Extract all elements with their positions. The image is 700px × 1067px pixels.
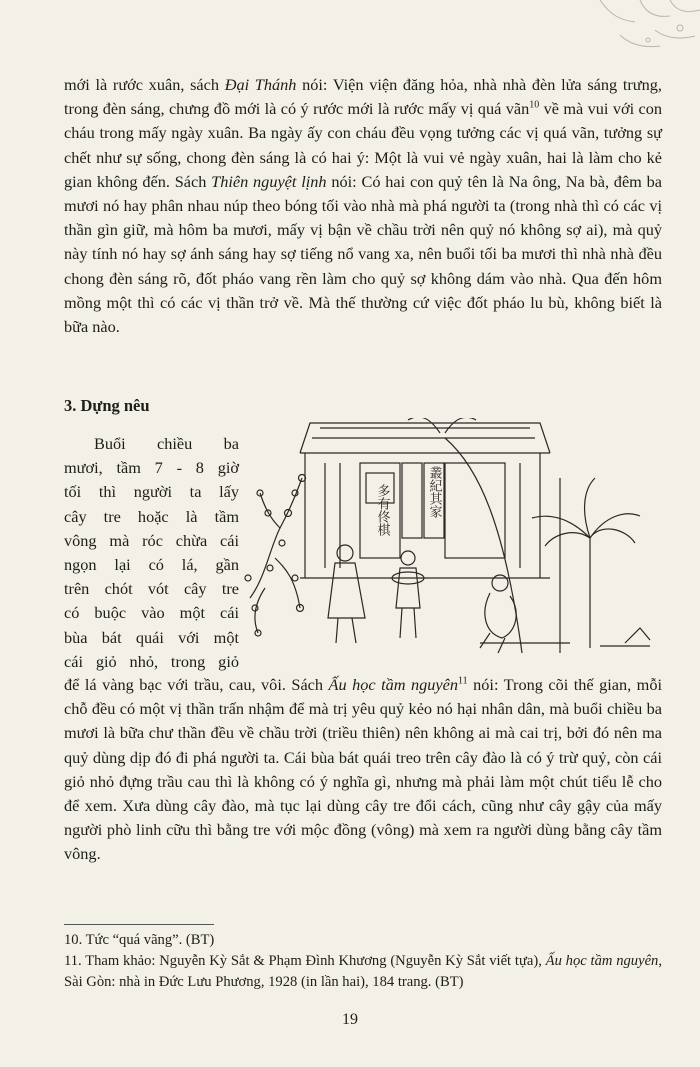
paragraph-2: để lá vàng bạc với trầu, cau, vôi. Sách Ấu học tầm nguyên$^{11}$ nói: Trong cõi thế gian, mỗi chỗ đều có một vị thần trấn nhậm để mà trị yêu quỷ kẻo nó hại nhân dân, mà buổi chiều ba mươi là bữa chư thần đều về chầu trời (triều thiên) nên không ai mà cai trị, bởi đó nên ma quỷ dùng dịp đó đi phá người ta. Cái bùa bát quái treo trên cây đào là có ý trừ quỷ, còn cái giỏ nhỏ đựng trầu cau thì là không có ý nghĩa gì, nhưng mà phải làm một chút tiểu lễ cho để xem. Xưa dùng cây đào, mà tục lại dùng cây tre đổi cách, cũng như cây gậy của mấy người phò linh cữu thì bằng tre với mộc đồng (vông) mà xem ra người dùng bằng cây tầm vông. — [64, 675, 662, 864]
text-line: cái giỏ nhỏ, trong giỏ — [64, 651, 239, 671]
section-heading: 3. Dựng nêu — [64, 396, 150, 415]
text-line: ngọn lại có lá, gần — [64, 555, 239, 575]
footnote-divider — [64, 924, 214, 925]
calligraphy-left: 多有佟棋 — [374, 484, 390, 536]
book-title: Đại Thánh — [224, 75, 297, 94]
people — [328, 545, 516, 653]
palm-tree — [532, 478, 640, 653]
footnote-11: 11. Tham khảo: Nguyễn Kỳ Sắt & Phạm Đình Khương (Nguyễn Kỳ Sắt viết tựa), Ấu học tầm nguyên, Sài Gòn: nhà in Đức Lưu Phương, 1928 (in lần hai), 184 trang. (BT) — [64, 953, 662, 990]
book-title: Ấu học tầm nguyên — [328, 675, 459, 694]
text-line: cây tre hoặc là tầm — [64, 506, 239, 526]
footnote-ref-10[interactable]: 10 — [529, 99, 540, 111]
footnote-ref-11[interactable]: 11 — [458, 675, 468, 687]
text-line: mươi, tầm 7 - 8 giờ — [64, 458, 239, 478]
wrapped-text-column — [64, 432, 239, 674]
text-line: tối thì người ta lấy — [64, 482, 239, 502]
text-line: bùa bát quái với một — [64, 627, 239, 647]
text-line: trên chót vót cây tre — [64, 579, 239, 599]
calligraphy-right: 叢紀其家 — [426, 466, 442, 518]
page-number: 19 — [342, 1011, 358, 1028]
corner-decoration — [560, 0, 700, 60]
book-title: Thiên nguyệt lịnh — [211, 171, 327, 191]
text-line: Buổi chiều ba — [94, 434, 239, 453]
footnote-10: 10. Tức “quá vãng”. (BT) — [64, 932, 215, 948]
footnotes — [64, 930, 662, 993]
text-line: có buộc vào một cái — [64, 603, 239, 623]
text-line: vông mà róc chừa cái — [64, 530, 239, 550]
paragraph-1: mới là rước xuân, sách Đại Thánh nói: Viện viện đăng hỏa, nhà nhà đèn lửa sáng trưng, trong đèn sáng, chưng đồ mới là có ý rước mới là rước mấy vị quá vãn$^{10}$ về mà vui với con cháu trong mấy ngày xuân. Ba ngày ấy con cháu đều vọng tưởng các vị quá vãn, tưởng sự chết như sự sống, chong đèn sáng là có hai ý: Một là vui vẻ ngày xuân, hai là làm cho kẻ gian không đến. Sách Thiên nguyệt lịnh nói: Có hai con quỷ tên là Na ông, Na bà, đêm ba mươi nó hay phân nhau núp theo bóng tối vào nhà mà phá người ta (trong nhà thì có các vị thần gìn giữ, mà hôm ba mươi, mấy vị bận về chầu trời nên quỷ nó không sợ ai), mà quỷ này tính nó hay sợ ánh sáng hay sợ tiếng nổ vang xa, nên buổi tối ba mươi thì nhà nhà đều chong đèn sáng rõ, đốt pháo vang rền làm cho quỷ sợ không dám vào nhà. Qua đến hôm mồng một thì có các vị thần trở về. Mà thế thường cứ việc đốt pháo lu bù, không biết là bữa nào. — [64, 75, 663, 337]
woodcut-illustration — [240, 418, 665, 663]
plum-branch — [245, 475, 306, 637]
